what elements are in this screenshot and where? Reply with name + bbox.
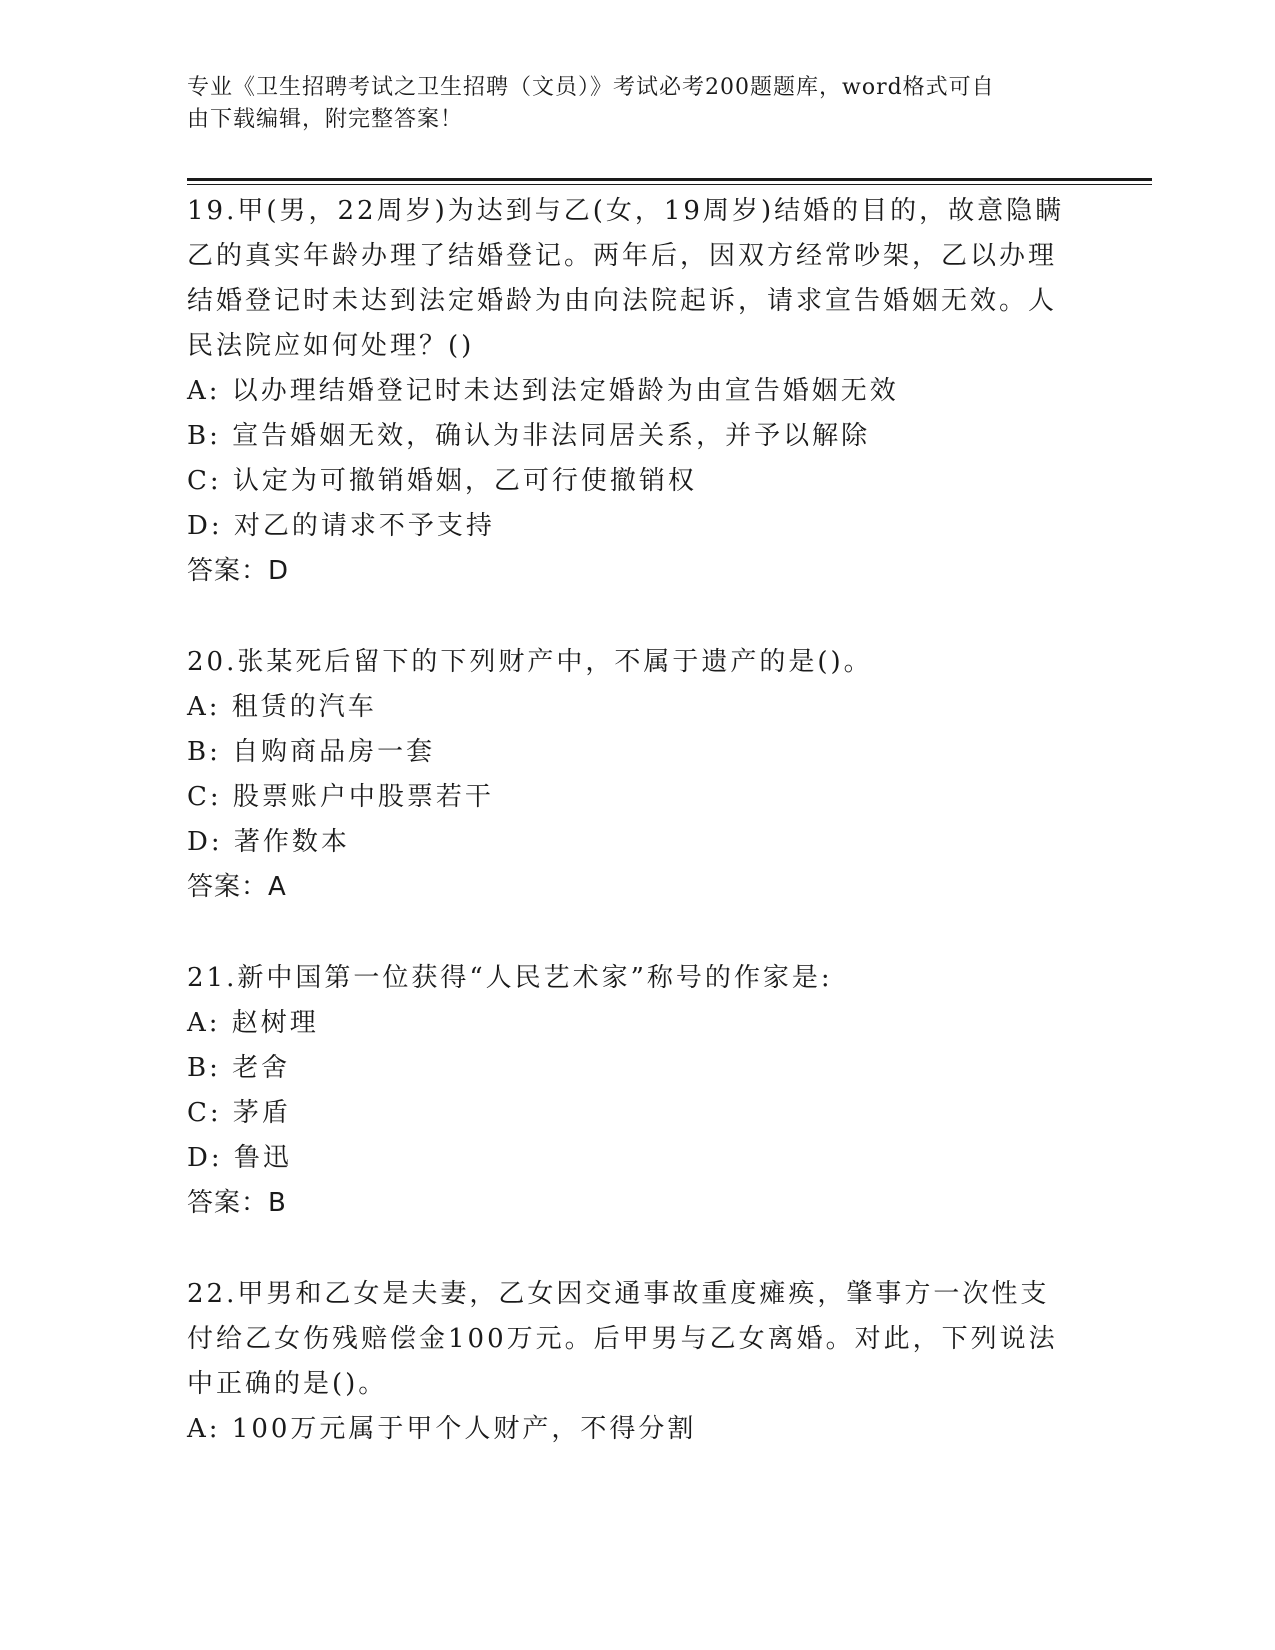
- option-b: B: 老舍: [187, 1053, 291, 1083]
- question-stem: 19.甲(男，22周岁)为达到与乙(女，19周岁)结婚的目的，故意隐瞒乙的真实年龄办理了结婚登记。两年后，因双方经常吵架，乙以办理结婚登记时未达到法定婚龄为由向法院起诉，请求宣告婚姻无效。人民法院应如何处理？(): [187, 196, 1065, 361]
- question-spacer: [187, 910, 1067, 956]
- option-d: D: 鲁迅: [187, 1143, 292, 1173]
- question-22: [187, 1272, 1067, 1452]
- option-d: D: 著作数本: [187, 827, 350, 857]
- answer-label: 答案：B: [187, 1188, 287, 1218]
- header-line-2: 由下载编辑，附完整答案！: [187, 107, 464, 132]
- option-a: A: 以办理结婚登记时未达到法定婚龄为由宣告婚姻无效: [187, 376, 899, 406]
- question-stem: 20.张某死后留下的下列财产中，不属于遗产的是()。: [187, 647, 873, 677]
- question-stem: 21.新中国第一位获得“人民艺术家”称号的作家是:: [187, 963, 833, 993]
- question-19: [187, 189, 1067, 594]
- header-divider-thick: [187, 178, 1152, 181]
- header-divider-thin: [187, 184, 1152, 185]
- option-b: B: 自购商品房一套: [187, 737, 436, 767]
- header-line-1: 专业《卫生招聘考试之卫生招聘（文员）》考试必考200题题库，word格式可自: [187, 75, 995, 100]
- answer-label: 答案：A: [187, 872, 287, 902]
- document-header: [187, 72, 1067, 136]
- option-c: C: 认定为可撤销婚姻，乙可行使撤销权: [187, 466, 697, 496]
- answer-label: 答案：D: [187, 556, 290, 586]
- question-spacer: [187, 1226, 1067, 1272]
- question-21: [187, 956, 1067, 1226]
- question-stem: 22.甲男和乙女是夫妻，乙女因交通事故重度瘫痪，肇事方一次性支付给乙女伤残赔偿金100万元。后甲男与乙女离婚。对此，下列说法中正确的是()。: [187, 1279, 1058, 1399]
- option-c: C: 茅盾: [187, 1098, 291, 1128]
- question-list: [187, 189, 1067, 1452]
- question-20: [187, 640, 1067, 910]
- option-a: A: 100万元属于甲个人财产，不得分割: [187, 1414, 697, 1444]
- option-d: D: 对乙的请求不予支持: [187, 511, 495, 541]
- option-a: A: 赵树理: [187, 1008, 319, 1038]
- option-c: C: 股票账户中股票若干: [187, 782, 494, 812]
- option-b: B: 宣告婚姻无效，确认为非法同居关系，并予以解除: [187, 421, 871, 451]
- question-spacer: [187, 594, 1067, 640]
- option-a: A: 租赁的汽车: [187, 692, 377, 722]
